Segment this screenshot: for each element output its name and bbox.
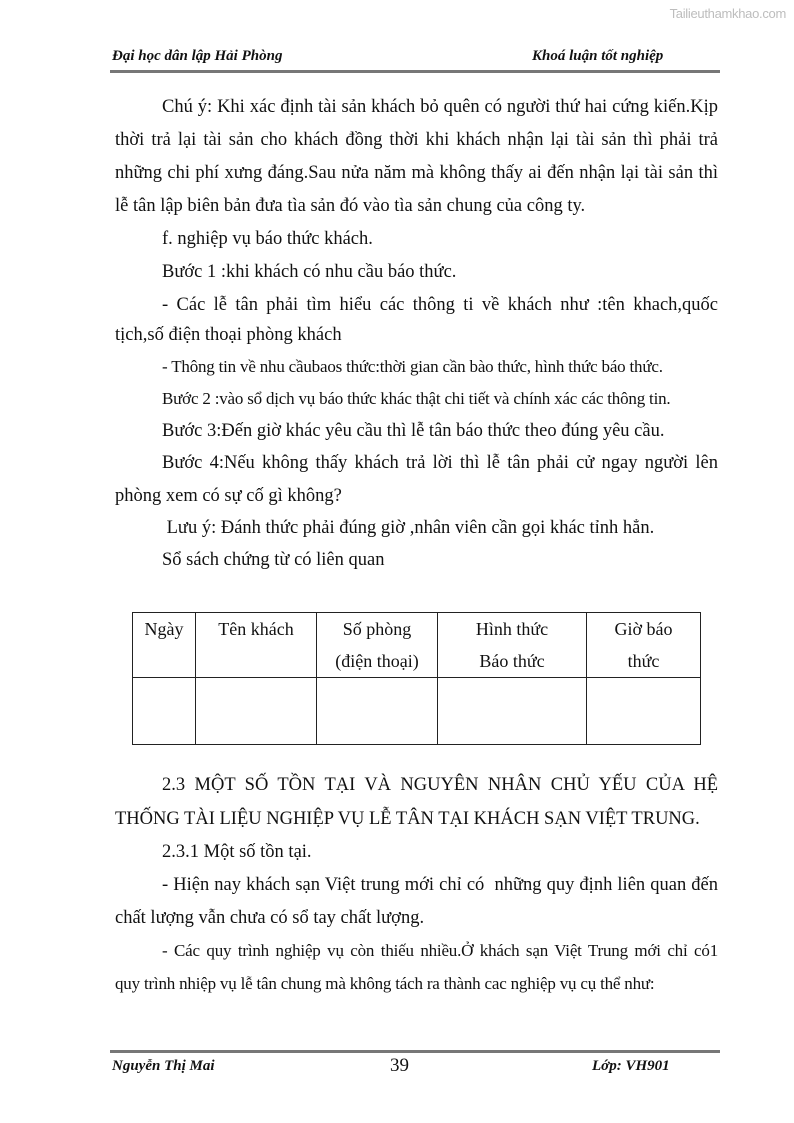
body-line: những chi phí xưng đáng.Sau nửa năm mà không thấy ai đến nhận lại tài sản thì bbox=[115, 163, 718, 183]
body-line: - Thông tin về nhu cầubaos thức:thời gian cần bào thức, hình thức báo thức. bbox=[162, 357, 663, 376]
table-row bbox=[133, 678, 701, 745]
cell-text: Báo thức bbox=[479, 651, 545, 671]
watermark: Tailieuthamkhao.com bbox=[669, 6, 786, 21]
body-line: lễ tân lập biên bản đưa tìa sản đó vào tìa sản chung của công ty. bbox=[115, 196, 586, 216]
section-heading: THỐNG TÀI LIỆU NGHIỆP VỤ LỄ TÂN TẠI KHÁCH SẠN VIỆT TRUNG. bbox=[115, 809, 700, 829]
footer-class: Lớp: VH901 bbox=[592, 1058, 670, 1074]
header-right: Khoá luận tốt nghiệp bbox=[532, 48, 664, 64]
table-header-cell bbox=[438, 613, 587, 678]
header-rule bbox=[110, 70, 720, 73]
body-line: - Các quy trình nghiệp vụ còn thiếu nhiều.Ở khách sạn Việt Trung mới chỉ có1 bbox=[162, 941, 718, 960]
body-line: Lưu ý: Đánh thức phải đúng giờ ,nhân viên cần gọi khác tỉnh hẳn. bbox=[162, 518, 655, 538]
header-left: Đại học dân lập Hải Phòng bbox=[112, 48, 283, 64]
table-cell bbox=[317, 678, 438, 745]
cell-text: Số phòng bbox=[342, 619, 412, 639]
body-line: Chú ý: Khi xác định tài sản khách bỏ quên có người thứ hai cứng kiến.Kịp bbox=[162, 97, 718, 117]
table-cell bbox=[196, 678, 317, 745]
body-line: tịch,số điện thoại phòng khách bbox=[115, 325, 342, 345]
table-header-cell bbox=[133, 613, 196, 678]
body-line: Bước 2 :vào sổ dịch vụ báo thức khác thật chi tiết và chính xác các thông tin. bbox=[162, 389, 671, 408]
body-line: Sổ sách chứng từ có liên quan bbox=[162, 550, 385, 570]
table-cell bbox=[587, 678, 701, 745]
cell-text: Ngày bbox=[144, 619, 184, 639]
cell-text: thức bbox=[627, 651, 660, 671]
body-line: chất lượng vẫn chưa có sổ tay chất lượng. bbox=[115, 908, 425, 928]
body-line: Bước 4:Nếu không thấy khách trả lời thì lễ tân phải cử ngay người lên bbox=[162, 453, 718, 473]
body-line: Bước 3:Đến giờ khác yêu cầu thì lễ tân báo thức theo đúng yêu cầu. bbox=[162, 421, 665, 441]
body-line: thời trả lại tài sản cho khách đồng thời khi khách nhận lại tài sản thì phải trả bbox=[115, 130, 718, 150]
table-header-cell bbox=[587, 613, 701, 678]
cell-text: Tên khách bbox=[218, 619, 294, 639]
table-cell bbox=[133, 678, 196, 745]
wakeup-log-table bbox=[132, 612, 701, 745]
cell-text: Hình thức bbox=[475, 619, 549, 639]
cell-text: Giờ báo bbox=[614, 619, 673, 639]
table-header-cell bbox=[196, 613, 317, 678]
footer-rule bbox=[110, 1050, 720, 1053]
body-line: - Các lễ tân phải tìm hiểu các thông ti về khách như :tên khach,quốc bbox=[162, 295, 718, 315]
body-line: quy trình nhiệp vụ lễ tân chung mà không tách ra thành cac nghiệp vụ cụ thể như: bbox=[115, 974, 655, 993]
section-heading: 2.3 MỘT SỐ TỒN TẠI VÀ NGUYÊN NHÂN CHỦ YẾU CỦA HỆ bbox=[162, 775, 718, 795]
body-line: f. nghiệp vụ báo thức khách. bbox=[162, 229, 373, 249]
table-header-row bbox=[133, 613, 701, 678]
subsection-heading: 2.3.1 Một số tồn tại. bbox=[162, 842, 312, 862]
footer-author: Nguyễn Thị Mai bbox=[112, 1058, 215, 1074]
table-cell bbox=[438, 678, 587, 745]
page-number: 39 bbox=[390, 1055, 409, 1076]
body-line: - Hiện nay khách sạn Việt trung mới chỉ có những quy định liên quan đến bbox=[162, 875, 718, 895]
table-header-cell bbox=[317, 613, 438, 678]
body-line: phòng xem có sự cố gì không? bbox=[115, 486, 342, 506]
cell-text: (điện thoại) bbox=[335, 651, 419, 671]
body-line: Bước 1 :khi khách có nhu cầu báo thức. bbox=[162, 262, 457, 282]
